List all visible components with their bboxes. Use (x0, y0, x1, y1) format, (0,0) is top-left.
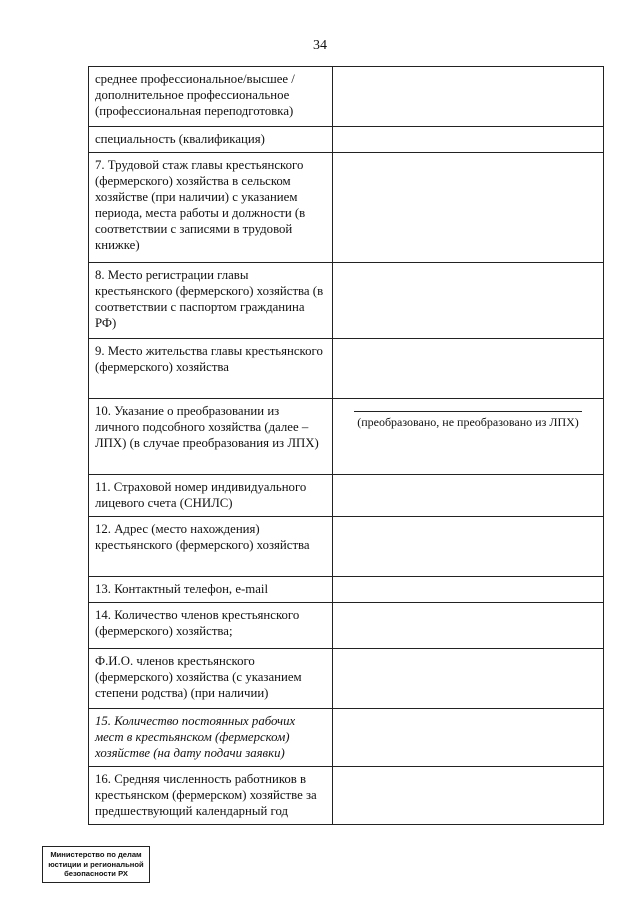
lph-status-cell[interactable] (333, 399, 604, 475)
table-row (89, 263, 604, 339)
page-number: 34 (313, 38, 327, 53)
row-label: среднее профессиональное/высшее / дополнительное профессиональное (профессиональная переподготовка) (89, 67, 333, 127)
row-label: 15. Количество постоянных рабочих мест в крестьянском (фермерском) хозяйстве (на дату подачи заявки) (89, 709, 333, 767)
row-label: 9. Место жительства главы крестьянского (фермерского) хозяйства (89, 339, 333, 399)
table-row (89, 153, 604, 263)
row-label: 16. Средняя численность работников в крестьянском (фермерском) хозяйстве за предшествующий календарный год (89, 767, 333, 825)
table-row (89, 517, 604, 577)
table-row (89, 67, 604, 127)
row-label: 10. Указание о преобразовании из личного подсобного хозяйства (далее – ЛПХ) (в случае преобразования из ЛПХ) (89, 399, 333, 475)
row-value-cell[interactable] (333, 127, 604, 153)
row-label: 11. Страховой номер индивидуального лицевого счета (СНИЛС) (89, 475, 333, 517)
stamp-line: Министерство по делам (50, 850, 142, 859)
table-row (89, 475, 604, 517)
lph-status-caption: (преобразовано, не преобразовано из ЛПХ) (357, 415, 579, 429)
row-value-cell[interactable] (333, 649, 604, 709)
table-row (89, 127, 604, 153)
table-row (89, 577, 604, 603)
table-row (89, 709, 604, 767)
row-value-cell[interactable] (333, 153, 604, 263)
table-row (89, 767, 604, 825)
row-value-cell[interactable] (333, 517, 604, 577)
row-label: специальность (квалификация) (89, 127, 333, 153)
application-form-table (88, 66, 604, 825)
lph-status-input-line[interactable] (354, 411, 582, 412)
row-label: 13. Контактный телефон, e-mail (89, 577, 333, 603)
row-label: 8. Место регистрации главы крестьянского (фермерского) хозяйства (в соответствии с паспортом гражданина РФ) (89, 263, 333, 339)
row-label: Ф.И.О. членов крестьянского (фермерского) хозяйства (с указанием степени родства) (при наличии) (89, 649, 333, 709)
row-value-cell[interactable] (333, 339, 604, 399)
row-value-cell[interactable] (333, 603, 604, 649)
row-value-cell[interactable] (333, 475, 604, 517)
row-label: 12. Адрес (место нахождения) крестьянского (фермерского) хозяйства (89, 517, 333, 577)
table-row (89, 339, 604, 399)
table-row (89, 649, 604, 709)
ministry-stamp (42, 846, 150, 883)
row-value-cell[interactable] (333, 767, 604, 825)
table-row (89, 399, 604, 475)
stamp-line: юстиции и региональной (48, 859, 144, 869)
row-value-cell[interactable] (333, 577, 604, 603)
stamp-line: безопасности РХ (64, 869, 128, 878)
table-row (89, 603, 604, 649)
row-value-cell[interactable] (333, 709, 604, 767)
row-label: 14. Количество членов крестьянского (фермерского) хозяйства; (89, 603, 333, 649)
row-value-cell[interactable] (333, 67, 604, 127)
row-label: 7. Трудовой стаж главы крестьянского (фермерского) хозяйства в сельском хозяйстве (при наличии) с указанием периода, места работы и должности (в соответствии с записями в трудовой книжке) (89, 153, 333, 263)
row-value-cell[interactable] (333, 263, 604, 339)
